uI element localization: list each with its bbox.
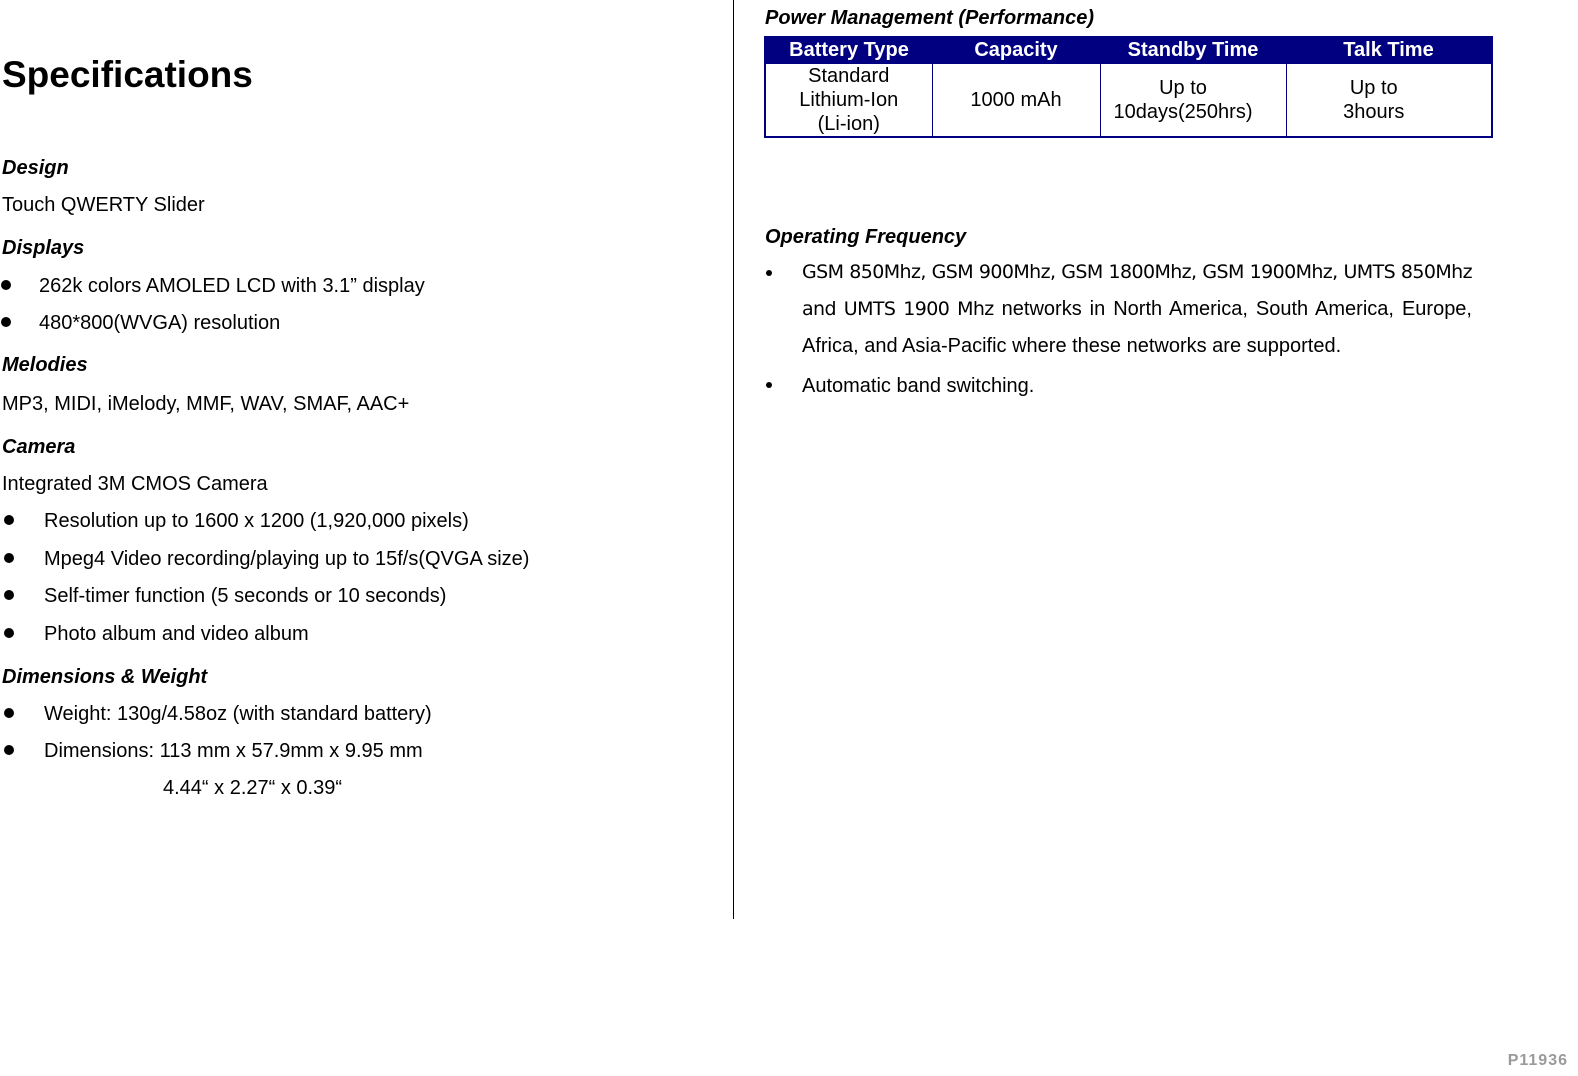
bullet-icon: [4, 628, 14, 638]
bullet-icon: [4, 515, 14, 525]
displays-item: 262k colors AMOLED LCD with 3.1” display: [39, 275, 425, 297]
table-row: [765, 64, 1492, 138]
cell-standby: Up to 10days(250hrs): [1100, 64, 1286, 138]
col-capacity: Capacity: [932, 37, 1100, 64]
frequency-bands: GSM 850Mhz, GSM 900Mhz, GSM 1800Mhz, GSM 1900Mhz, UMTS 850Mhz and UMTS 1900 Mhz: [802, 261, 1472, 320]
bullet-icon: [1, 317, 11, 327]
dimensions-imperial: 4.44“ x 2.27“ x 0.39“: [163, 777, 342, 799]
camera-item: Photo album and video album: [44, 623, 309, 645]
frequency-heading: Operating Frequency: [765, 226, 967, 248]
melodies-heading: Melodies: [2, 354, 88, 376]
dimensions-item: Weight: 130g/4.58oz (with standard battery): [44, 703, 432, 725]
design-value: Touch QWERTY Slider: [2, 194, 205, 216]
bullet-icon: [766, 270, 772, 276]
camera-item: Self-timer function (5 seconds or 10 seconds): [44, 585, 447, 607]
design-heading: Design: [2, 157, 69, 179]
frequency-item: [802, 254, 1472, 365]
col-standby-time: Standby Time: [1100, 37, 1286, 64]
bullet-icon: [4, 590, 14, 600]
cell-capacity: 1000 mAh: [932, 64, 1100, 138]
bullet-icon: [4, 745, 14, 755]
camera-value: Integrated 3M CMOS Camera: [2, 473, 268, 495]
camera-item: Resolution up to 1600 x 1200 (1,920,000 pixels): [44, 510, 469, 532]
col-battery-type: Battery Type: [765, 37, 932, 64]
frequency-regions: networks in North America, South America, Europe, Africa, and Asia-Pacific where these networks are supported.: [802, 298, 1472, 357]
bullet-icon: [4, 708, 14, 718]
cell-battery-type: Standard Lithium-Ion (Li-ion): [765, 64, 932, 138]
battery-table: [764, 36, 1493, 138]
melodies-value: MP3, MIDI, iMelody, MMF, WAV, SMAF, AAC+: [2, 393, 410, 415]
cell-talk: Up to 3hours: [1286, 64, 1492, 138]
table-header-row: [765, 37, 1492, 64]
bullet-icon: [4, 553, 14, 563]
page-code: P11936: [1507, 1052, 1568, 1069]
bullet-icon: [766, 382, 772, 388]
camera-item: Mpeg4 Video recording/playing up to 15f/s(QVGA size): [44, 548, 530, 570]
bullet-icon: [1, 280, 11, 290]
displays-heading: Displays: [2, 237, 85, 259]
dimensions-item: Dimensions: 113 mm x 57.9mm x 9.95 mm: [44, 740, 423, 762]
camera-heading: Camera: [2, 436, 76, 458]
col-talk-time: Talk Time: [1286, 37, 1492, 64]
displays-item: 480*800(WVGA) resolution: [39, 312, 281, 334]
page-title: Specifications: [2, 54, 253, 95]
power-heading: Power Management (Performance): [765, 7, 1094, 29]
column-divider: [733, 0, 734, 919]
frequency-item: Automatic band switching.: [802, 375, 1035, 397]
dimensions-heading: Dimensions & Weight: [2, 666, 208, 688]
